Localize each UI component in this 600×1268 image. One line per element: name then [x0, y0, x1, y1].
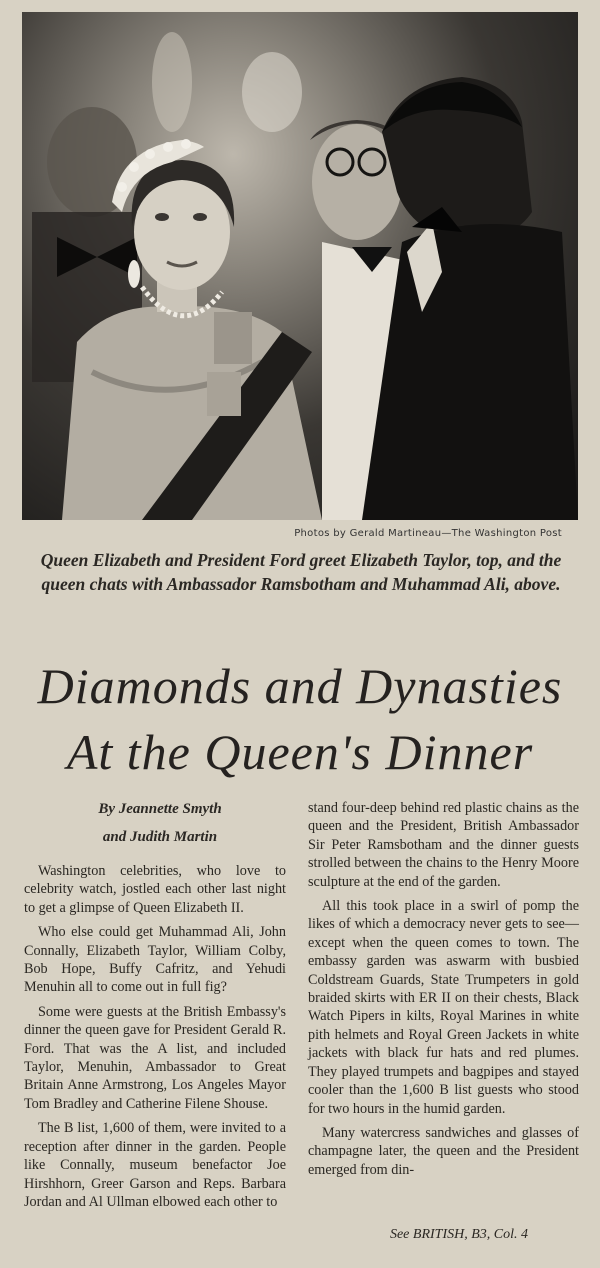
- paragraph: Many watercress sandwiches and glasses of champagne later, the queen and the President emerged from din-: [308, 1124, 579, 1178]
- headline-line-1: Diamonds and Dynasties: [37, 658, 563, 714]
- paragraph: All this took place in a swirl of pomp the likes of which a democracy never gets to see—except when the queen comes to town. The embassy garden was aswarm with busbied Coldstream Guards, State Trumpeters in gold braided skirts with ER II on their chests, Black Watch Pipers in kilts, Royal Marines in white pith helmets and Royal Green Jackets in white jackets with black fur hats and red plumes. They played trumpets and bagpipes and stayed cooler than the 1,600 B list guests who stood for two hours in the humid garden.: [308, 898, 579, 1117]
- paragraph: Some were guests at the British Embassy's dinner the queen gave for President Gerald R. Ford. That was the A list, and included Taylor, Menuhin, Ambassador to Great Britain Anne Armstrong, Los Angeles Mayor Tom Bradley and Catherine Filene Shouse.: [24, 1003, 286, 1112]
- byline-line-2: and Judith Martin: [102, 829, 218, 845]
- paragraph: The B list, 1,600 of them, were invited to a reception after dinner in the garden. People like Connally, museum benefactor Joe Hirshhorn, Greer Garson and Reps. Barbara Jordan and Al Ullman elbowed each other to: [24, 1120, 286, 1210]
- article-column-left: [24, 862, 286, 1217]
- continuation-note: See BRITISH, B3, Col. 4: [389, 1227, 528, 1242]
- byline-line-1: By Jeannette Smyth: [98, 801, 222, 817]
- paragraph: stand four-deep behind red plastic chains as the queen and the President, British Ambassador Sir Peter Ramsbotham and the dinner guests strolled between the chains to the Henry Moore sculpture at the end of the garden.: [308, 800, 579, 890]
- photo-credit: Photos by Gerald Martineau—The Washington Post: [294, 528, 562, 539]
- photo-illustration: [22, 12, 578, 520]
- photo-caption: Queen Elizabeth and President Ford greet Elizabeth Taylor, top, and the queen chats with Ambassador Ramsbotham and Muhammad Ali, above.: [40, 550, 562, 594]
- headline-line-2: At the Queen's Dinner: [66, 724, 534, 780]
- news-photo: [22, 12, 578, 520]
- paragraph: Washington celebrities, who love to celebrity watch, jostled each other last night to get a glimpse of Queen Elizabeth II.: [24, 863, 286, 916]
- paragraph: Who else could get Muhammad Ali, John Connally, Elizabeth Taylor, William Colby, Bob Hope, Buffy Cafritz, and Yehudi Menuhin all to come out in full fig?: [24, 924, 286, 996]
- article-column-right: [308, 799, 579, 1185]
